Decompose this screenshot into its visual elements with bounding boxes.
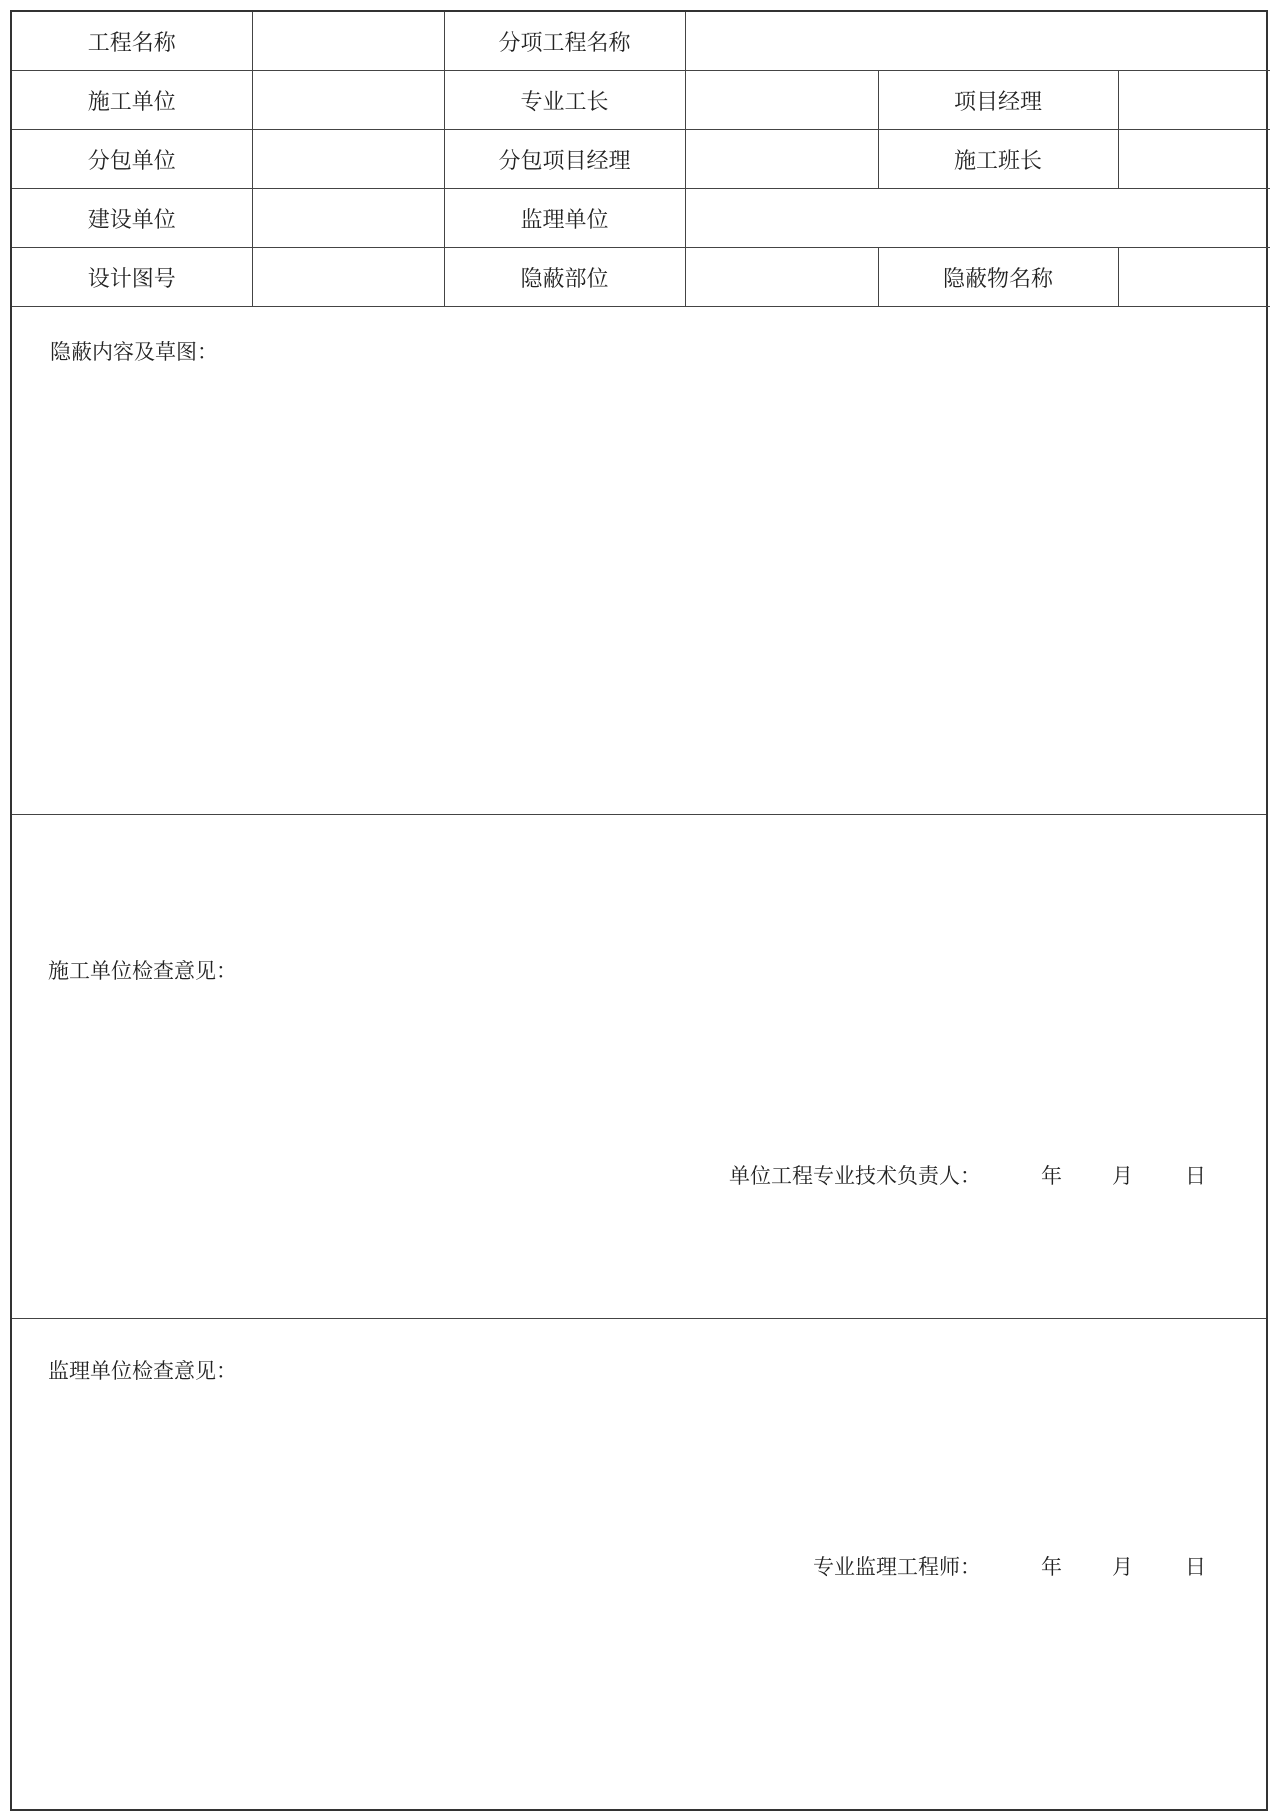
field-project-name[interactable] bbox=[252, 12, 444, 71]
field-hidden-object-name[interactable] bbox=[1118, 248, 1270, 307]
label-supervision-unit: 监理单位 bbox=[444, 189, 685, 248]
date-day-label: 日 bbox=[1185, 1555, 1206, 1579]
label-drawing-number: 设计图号 bbox=[12, 248, 252, 307]
label-project-name: 工程名称 bbox=[12, 12, 252, 71]
supervisor-opinion-section[interactable] bbox=[12, 1319, 1266, 1809]
field-supervision-unit[interactable] bbox=[685, 189, 1270, 248]
label-subitem-name: 分项工程名称 bbox=[444, 12, 685, 71]
supervisor-signer-label: 专业监理工程师： bbox=[813, 1555, 981, 1579]
label-owner-unit: 建设单位 bbox=[12, 189, 252, 248]
field-subitem-name[interactable] bbox=[685, 12, 1270, 71]
label-sub-project-manager: 分包项目经理 bbox=[444, 130, 685, 189]
field-owner-unit[interactable] bbox=[252, 189, 444, 248]
table-row bbox=[12, 71, 1270, 130]
field-subcontractor[interactable] bbox=[252, 130, 444, 189]
hidden-works-inspection-form bbox=[10, 10, 1268, 1811]
hidden-content-sketch-section[interactable] bbox=[12, 310, 1266, 815]
field-drawing-number[interactable] bbox=[252, 248, 444, 307]
label-hidden-location: 隐蔽部位 bbox=[444, 248, 685, 307]
label-construction-unit: 施工单位 bbox=[12, 71, 252, 130]
date-year-label: 年 bbox=[1041, 1164, 1062, 1188]
table-row bbox=[12, 12, 1270, 71]
contractor-signature-row bbox=[729, 1160, 1206, 1190]
contractor-signer-label: 单位工程专业技术负责人： bbox=[729, 1164, 981, 1188]
date-month-label: 月 bbox=[1112, 1164, 1133, 1188]
table-row bbox=[12, 189, 1270, 248]
field-project-manager[interactable] bbox=[1118, 71, 1270, 130]
header-table bbox=[12, 12, 1270, 307]
label-foreman: 专业工长 bbox=[444, 71, 685, 130]
date-month-label: 月 bbox=[1112, 1555, 1133, 1579]
label-project-manager: 项目经理 bbox=[878, 71, 1118, 130]
label-team-leader: 施工班长 bbox=[878, 130, 1118, 189]
label-hidden-object-name: 隐蔽物名称 bbox=[878, 248, 1118, 307]
field-team-leader[interactable] bbox=[1118, 130, 1270, 189]
date-day-label: 日 bbox=[1185, 1164, 1206, 1188]
hidden-content-sketch-label: 隐蔽内容及草图： bbox=[50, 340, 218, 364]
contractor-opinion-section[interactable] bbox=[12, 815, 1266, 1319]
table-row bbox=[12, 130, 1270, 189]
field-sub-project-manager[interactable] bbox=[685, 130, 878, 189]
contractor-opinion-label: 施工单位检查意见： bbox=[48, 959, 237, 983]
field-foreman[interactable] bbox=[685, 71, 878, 130]
supervisor-opinion-label: 监理单位检查意见： bbox=[48, 1359, 237, 1383]
supervisor-signature-row bbox=[813, 1551, 1206, 1581]
label-subcontractor: 分包单位 bbox=[12, 130, 252, 189]
field-construction-unit[interactable] bbox=[252, 71, 444, 130]
date-year-label: 年 bbox=[1041, 1555, 1062, 1579]
table-row bbox=[12, 248, 1270, 307]
field-hidden-location[interactable] bbox=[685, 248, 878, 307]
